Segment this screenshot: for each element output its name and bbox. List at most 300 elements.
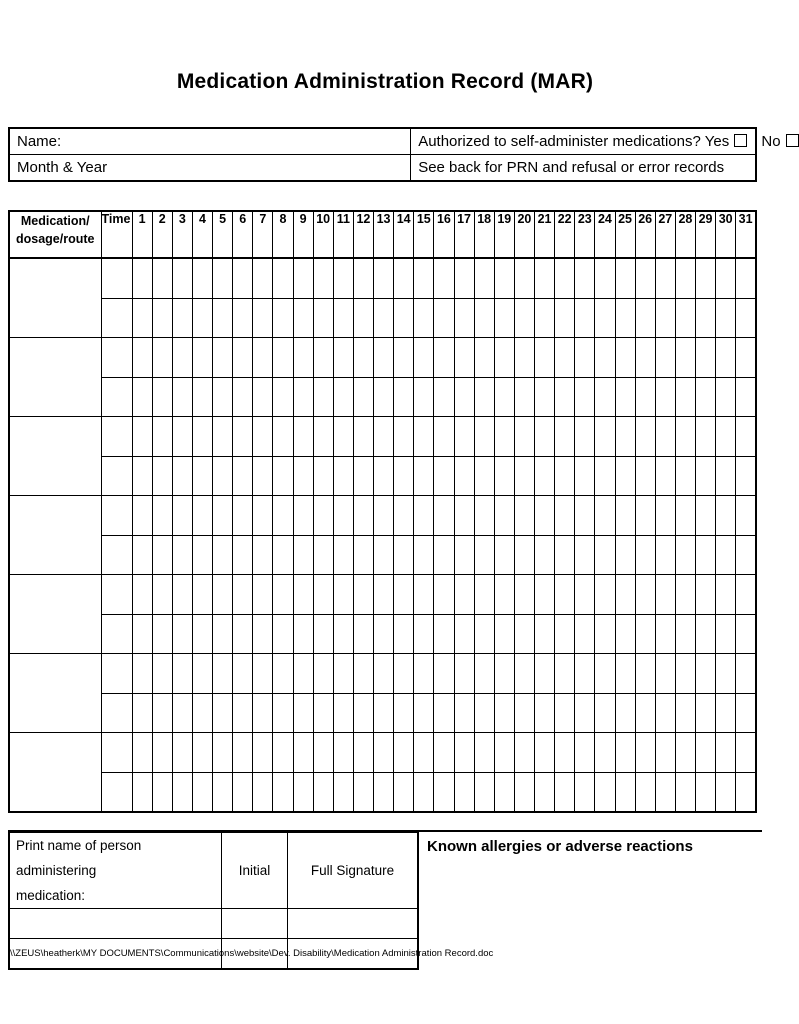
day-entry-cell[interactable] bbox=[172, 496, 192, 536]
day-entry-cell[interactable] bbox=[414, 377, 434, 417]
day-entry-cell[interactable] bbox=[454, 614, 474, 654]
day-entry-cell[interactable] bbox=[474, 772, 494, 812]
day-entry-cell[interactable] bbox=[213, 298, 233, 338]
full-signature-entry-cell[interactable] bbox=[288, 909, 419, 939]
day-entry-cell[interactable] bbox=[555, 693, 575, 733]
day-entry-cell[interactable] bbox=[696, 654, 716, 694]
time-entry-cell[interactable] bbox=[101, 575, 132, 615]
day-entry-cell[interactable] bbox=[394, 496, 414, 536]
day-entry-cell[interactable] bbox=[535, 535, 555, 575]
day-entry-cell[interactable] bbox=[374, 535, 394, 575]
day-entry-cell[interactable] bbox=[293, 417, 313, 457]
day-entry-cell[interactable] bbox=[394, 733, 414, 773]
day-entry-cell[interactable] bbox=[213, 693, 233, 733]
day-entry-cell[interactable] bbox=[333, 417, 353, 457]
day-entry-cell[interactable] bbox=[595, 417, 615, 457]
day-entry-cell[interactable] bbox=[514, 377, 534, 417]
day-entry-cell[interactable] bbox=[595, 496, 615, 536]
day-entry-cell[interactable] bbox=[172, 693, 192, 733]
time-entry-cell[interactable] bbox=[101, 614, 132, 654]
day-entry-cell[interactable] bbox=[333, 614, 353, 654]
day-entry-cell[interactable] bbox=[333, 338, 353, 378]
day-entry-cell[interactable] bbox=[374, 496, 394, 536]
day-entry-cell[interactable] bbox=[132, 377, 152, 417]
day-entry-cell[interactable] bbox=[253, 772, 273, 812]
day-entry-cell[interactable] bbox=[575, 496, 595, 536]
day-entry-cell[interactable] bbox=[736, 535, 756, 575]
day-entry-cell[interactable] bbox=[434, 377, 454, 417]
day-entry-cell[interactable] bbox=[394, 693, 414, 733]
day-entry-cell[interactable] bbox=[293, 772, 313, 812]
day-entry-cell[interactable] bbox=[736, 654, 756, 694]
day-entry-cell[interactable] bbox=[514, 575, 534, 615]
day-entry-cell[interactable] bbox=[514, 772, 534, 812]
day-entry-cell[interactable] bbox=[555, 258, 575, 298]
day-entry-cell[interactable] bbox=[253, 654, 273, 694]
day-entry-cell[interactable] bbox=[454, 693, 474, 733]
day-entry-cell[interactable] bbox=[575, 654, 595, 694]
day-entry-cell[interactable] bbox=[655, 772, 675, 812]
day-entry-cell[interactable] bbox=[535, 456, 555, 496]
day-entry-cell[interactable] bbox=[535, 417, 555, 457]
day-entry-cell[interactable] bbox=[313, 772, 333, 812]
day-entry-cell[interactable] bbox=[514, 654, 534, 694]
day-entry-cell[interactable] bbox=[655, 298, 675, 338]
day-entry-cell[interactable] bbox=[353, 298, 373, 338]
day-entry-cell[interactable] bbox=[696, 496, 716, 536]
day-entry-cell[interactable] bbox=[333, 298, 353, 338]
day-entry-cell[interactable] bbox=[655, 654, 675, 694]
day-entry-cell[interactable] bbox=[716, 575, 736, 615]
day-entry-cell[interactable] bbox=[353, 535, 373, 575]
day-entry-cell[interactable] bbox=[474, 575, 494, 615]
day-entry-cell[interactable] bbox=[655, 496, 675, 536]
day-entry-cell[interactable] bbox=[213, 575, 233, 615]
day-entry-cell[interactable] bbox=[434, 258, 454, 298]
day-entry-cell[interactable] bbox=[635, 377, 655, 417]
day-entry-cell[interactable] bbox=[615, 614, 635, 654]
day-entry-cell[interactable] bbox=[675, 575, 695, 615]
day-entry-cell[interactable] bbox=[414, 733, 434, 773]
day-entry-cell[interactable] bbox=[172, 575, 192, 615]
day-entry-cell[interactable] bbox=[575, 258, 595, 298]
day-entry-cell[interactable] bbox=[595, 338, 615, 378]
day-entry-cell[interactable] bbox=[233, 654, 253, 694]
day-entry-cell[interactable] bbox=[333, 575, 353, 615]
day-entry-cell[interactable] bbox=[273, 377, 293, 417]
day-entry-cell[interactable] bbox=[374, 575, 394, 615]
day-entry-cell[interactable] bbox=[494, 693, 514, 733]
day-entry-cell[interactable] bbox=[514, 258, 534, 298]
day-entry-cell[interactable] bbox=[595, 772, 615, 812]
day-entry-cell[interactable] bbox=[333, 456, 353, 496]
time-entry-cell[interactable] bbox=[101, 693, 132, 733]
day-entry-cell[interactable] bbox=[716, 417, 736, 457]
day-entry-cell[interactable] bbox=[313, 733, 333, 773]
day-entry-cell[interactable] bbox=[132, 575, 152, 615]
day-entry-cell[interactable] bbox=[514, 535, 534, 575]
day-entry-cell[interactable] bbox=[615, 575, 635, 615]
day-entry-cell[interactable] bbox=[353, 496, 373, 536]
print-name-entry-cell[interactable] bbox=[9, 909, 222, 939]
day-entry-cell[interactable] bbox=[394, 772, 414, 812]
day-entry-cell[interactable] bbox=[353, 772, 373, 812]
day-entry-cell[interactable] bbox=[273, 535, 293, 575]
day-entry-cell[interactable] bbox=[394, 417, 414, 457]
day-entry-cell[interactable] bbox=[273, 693, 293, 733]
day-entry-cell[interactable] bbox=[374, 772, 394, 812]
day-entry-cell[interactable] bbox=[555, 772, 575, 812]
day-entry-cell[interactable] bbox=[696, 772, 716, 812]
day-entry-cell[interactable] bbox=[394, 377, 414, 417]
day-entry-cell[interactable] bbox=[213, 377, 233, 417]
day-entry-cell[interactable] bbox=[253, 535, 273, 575]
day-entry-cell[interactable] bbox=[192, 693, 212, 733]
day-entry-cell[interactable] bbox=[454, 377, 474, 417]
day-entry-cell[interactable] bbox=[535, 614, 555, 654]
day-entry-cell[interactable] bbox=[575, 417, 595, 457]
day-entry-cell[interactable] bbox=[172, 654, 192, 694]
day-entry-cell[interactable] bbox=[273, 258, 293, 298]
day-entry-cell[interactable] bbox=[474, 654, 494, 694]
day-entry-cell[interactable] bbox=[716, 258, 736, 298]
day-entry-cell[interactable] bbox=[716, 377, 736, 417]
day-entry-cell[interactable] bbox=[514, 298, 534, 338]
day-entry-cell[interactable] bbox=[132, 456, 152, 496]
day-entry-cell[interactable] bbox=[333, 496, 353, 536]
day-entry-cell[interactable] bbox=[414, 456, 434, 496]
day-entry-cell[interactable] bbox=[172, 338, 192, 378]
day-entry-cell[interactable] bbox=[696, 693, 716, 733]
day-entry-cell[interactable] bbox=[454, 298, 474, 338]
day-entry-cell[interactable] bbox=[635, 298, 655, 338]
day-entry-cell[interactable] bbox=[514, 417, 534, 457]
day-entry-cell[interactable] bbox=[313, 417, 333, 457]
time-entry-cell[interactable] bbox=[101, 654, 132, 694]
day-entry-cell[interactable] bbox=[675, 654, 695, 694]
day-entry-cell[interactable] bbox=[696, 258, 716, 298]
day-entry-cell[interactable] bbox=[696, 614, 716, 654]
day-entry-cell[interactable] bbox=[132, 338, 152, 378]
day-entry-cell[interactable] bbox=[474, 496, 494, 536]
day-entry-cell[interactable] bbox=[233, 338, 253, 378]
day-entry-cell[interactable] bbox=[535, 654, 555, 694]
day-entry-cell[interactable] bbox=[555, 654, 575, 694]
day-entry-cell[interactable] bbox=[192, 496, 212, 536]
day-entry-cell[interactable] bbox=[152, 575, 172, 615]
day-entry-cell[interactable] bbox=[394, 338, 414, 378]
day-entry-cell[interactable] bbox=[192, 298, 212, 338]
day-entry-cell[interactable] bbox=[514, 456, 534, 496]
day-entry-cell[interactable] bbox=[635, 535, 655, 575]
day-entry-cell[interactable] bbox=[434, 496, 454, 536]
day-entry-cell[interactable] bbox=[233, 575, 253, 615]
day-entry-cell[interactable] bbox=[474, 614, 494, 654]
day-entry-cell[interactable] bbox=[595, 535, 615, 575]
medication-entry-cell[interactable] bbox=[9, 654, 101, 733]
day-entry-cell[interactable] bbox=[655, 456, 675, 496]
day-entry-cell[interactable] bbox=[213, 258, 233, 298]
time-entry-cell[interactable] bbox=[101, 298, 132, 338]
time-entry-cell[interactable] bbox=[101, 496, 132, 536]
day-entry-cell[interactable] bbox=[454, 772, 474, 812]
day-entry-cell[interactable] bbox=[575, 614, 595, 654]
day-entry-cell[interactable] bbox=[273, 417, 293, 457]
day-entry-cell[interactable] bbox=[374, 614, 394, 654]
day-entry-cell[interactable] bbox=[736, 456, 756, 496]
day-entry-cell[interactable] bbox=[575, 298, 595, 338]
day-entry-cell[interactable] bbox=[555, 614, 575, 654]
day-entry-cell[interactable] bbox=[152, 298, 172, 338]
day-entry-cell[interactable] bbox=[152, 496, 172, 536]
day-entry-cell[interactable] bbox=[233, 456, 253, 496]
day-entry-cell[interactable] bbox=[152, 654, 172, 694]
day-entry-cell[interactable] bbox=[213, 456, 233, 496]
day-entry-cell[interactable] bbox=[233, 614, 253, 654]
day-entry-cell[interactable] bbox=[716, 654, 736, 694]
day-entry-cell[interactable] bbox=[474, 535, 494, 575]
day-entry-cell[interactable] bbox=[595, 456, 615, 496]
day-entry-cell[interactable] bbox=[313, 535, 333, 575]
day-entry-cell[interactable] bbox=[615, 377, 635, 417]
day-entry-cell[interactable] bbox=[736, 733, 756, 773]
day-entry-cell[interactable] bbox=[374, 258, 394, 298]
day-entry-cell[interactable] bbox=[293, 654, 313, 694]
day-entry-cell[interactable] bbox=[233, 496, 253, 536]
day-entry-cell[interactable] bbox=[494, 575, 514, 615]
time-entry-cell[interactable] bbox=[101, 258, 132, 298]
name-field-cell[interactable] bbox=[9, 128, 411, 155]
day-entry-cell[interactable] bbox=[273, 298, 293, 338]
day-entry-cell[interactable] bbox=[233, 772, 253, 812]
day-entry-cell[interactable] bbox=[414, 298, 434, 338]
day-entry-cell[interactable] bbox=[132, 535, 152, 575]
day-entry-cell[interactable] bbox=[716, 456, 736, 496]
day-entry-cell[interactable] bbox=[615, 496, 635, 536]
day-entry-cell[interactable] bbox=[474, 693, 494, 733]
time-entry-cell[interactable] bbox=[101, 733, 132, 773]
day-entry-cell[interactable] bbox=[575, 575, 595, 615]
day-entry-cell[interactable] bbox=[615, 417, 635, 457]
day-entry-cell[interactable] bbox=[333, 733, 353, 773]
day-entry-cell[interactable] bbox=[514, 496, 534, 536]
day-entry-cell[interactable] bbox=[414, 417, 434, 457]
day-entry-cell[interactable] bbox=[474, 258, 494, 298]
day-entry-cell[interactable] bbox=[474, 417, 494, 457]
no-checkbox[interactable] bbox=[786, 134, 799, 147]
day-entry-cell[interactable] bbox=[575, 377, 595, 417]
day-entry-cell[interactable] bbox=[454, 654, 474, 694]
day-entry-cell[interactable] bbox=[675, 417, 695, 457]
day-entry-cell[interactable] bbox=[434, 654, 454, 694]
day-entry-cell[interactable] bbox=[575, 535, 595, 575]
day-entry-cell[interactable] bbox=[273, 338, 293, 378]
day-entry-cell[interactable] bbox=[394, 535, 414, 575]
day-entry-cell[interactable] bbox=[655, 733, 675, 773]
day-entry-cell[interactable] bbox=[434, 614, 454, 654]
day-entry-cell[interactable] bbox=[655, 614, 675, 654]
day-entry-cell[interactable] bbox=[152, 338, 172, 378]
initial-entry-cell[interactable] bbox=[222, 909, 288, 939]
day-entry-cell[interactable] bbox=[434, 338, 454, 378]
day-entry-cell[interactable] bbox=[374, 417, 394, 457]
day-entry-cell[interactable] bbox=[213, 535, 233, 575]
day-entry-cell[interactable] bbox=[253, 693, 273, 733]
day-entry-cell[interactable] bbox=[635, 496, 655, 536]
day-entry-cell[interactable] bbox=[454, 417, 474, 457]
day-entry-cell[interactable] bbox=[353, 733, 373, 773]
day-entry-cell[interactable] bbox=[535, 496, 555, 536]
day-entry-cell[interactable] bbox=[353, 614, 373, 654]
day-entry-cell[interactable] bbox=[514, 338, 534, 378]
day-entry-cell[interactable] bbox=[434, 772, 454, 812]
day-entry-cell[interactable] bbox=[374, 338, 394, 378]
day-entry-cell[interactable] bbox=[696, 338, 716, 378]
day-entry-cell[interactable] bbox=[494, 772, 514, 812]
day-entry-cell[interactable] bbox=[374, 298, 394, 338]
day-entry-cell[interactable] bbox=[535, 575, 555, 615]
day-entry-cell[interactable] bbox=[555, 338, 575, 378]
day-entry-cell[interactable] bbox=[192, 535, 212, 575]
day-entry-cell[interactable] bbox=[535, 733, 555, 773]
day-entry-cell[interactable] bbox=[615, 298, 635, 338]
day-entry-cell[interactable] bbox=[132, 417, 152, 457]
day-entry-cell[interactable] bbox=[172, 733, 192, 773]
medication-entry-cell[interactable] bbox=[9, 733, 101, 813]
day-entry-cell[interactable] bbox=[152, 258, 172, 298]
day-entry-cell[interactable] bbox=[696, 733, 716, 773]
day-entry-cell[interactable] bbox=[555, 496, 575, 536]
day-entry-cell[interactable] bbox=[615, 456, 635, 496]
medication-entry-cell[interactable] bbox=[9, 417, 101, 496]
day-entry-cell[interactable] bbox=[192, 417, 212, 457]
day-entry-cell[interactable] bbox=[414, 693, 434, 733]
medication-entry-cell[interactable] bbox=[9, 496, 101, 575]
day-entry-cell[interactable] bbox=[293, 496, 313, 536]
time-entry-cell[interactable] bbox=[101, 338, 132, 378]
medication-entry-cell[interactable] bbox=[9, 258, 101, 338]
day-entry-cell[interactable] bbox=[192, 575, 212, 615]
day-entry-cell[interactable] bbox=[192, 733, 212, 773]
day-entry-cell[interactable] bbox=[635, 456, 655, 496]
day-entry-cell[interactable] bbox=[635, 338, 655, 378]
day-entry-cell[interactable] bbox=[293, 377, 313, 417]
day-entry-cell[interactable] bbox=[535, 377, 555, 417]
day-entry-cell[interactable] bbox=[655, 693, 675, 733]
day-entry-cell[interactable] bbox=[454, 535, 474, 575]
day-entry-cell[interactable] bbox=[192, 772, 212, 812]
day-entry-cell[interactable] bbox=[434, 733, 454, 773]
day-entry-cell[interactable] bbox=[736, 575, 756, 615]
day-entry-cell[interactable] bbox=[474, 338, 494, 378]
day-entry-cell[interactable] bbox=[454, 733, 474, 773]
day-entry-cell[interactable] bbox=[595, 377, 615, 417]
day-entry-cell[interactable] bbox=[494, 496, 514, 536]
day-entry-cell[interactable] bbox=[696, 377, 716, 417]
day-entry-cell[interactable] bbox=[434, 575, 454, 615]
day-entry-cell[interactable] bbox=[152, 693, 172, 733]
day-entry-cell[interactable] bbox=[675, 535, 695, 575]
day-entry-cell[interactable] bbox=[514, 733, 534, 773]
day-entry-cell[interactable] bbox=[736, 693, 756, 733]
time-entry-cell[interactable] bbox=[101, 535, 132, 575]
day-entry-cell[interactable] bbox=[615, 535, 635, 575]
day-entry-cell[interactable] bbox=[414, 772, 434, 812]
day-entry-cell[interactable] bbox=[353, 654, 373, 694]
yes-checkbox[interactable] bbox=[734, 134, 747, 147]
day-entry-cell[interactable] bbox=[172, 535, 192, 575]
day-entry-cell[interactable] bbox=[152, 377, 172, 417]
day-entry-cell[interactable] bbox=[192, 338, 212, 378]
day-entry-cell[interactable] bbox=[716, 733, 736, 773]
day-entry-cell[interactable] bbox=[172, 614, 192, 654]
day-entry-cell[interactable] bbox=[414, 338, 434, 378]
day-entry-cell[interactable] bbox=[353, 377, 373, 417]
day-entry-cell[interactable] bbox=[152, 733, 172, 773]
day-entry-cell[interactable] bbox=[675, 338, 695, 378]
day-entry-cell[interactable] bbox=[293, 258, 313, 298]
day-entry-cell[interactable] bbox=[514, 614, 534, 654]
day-entry-cell[interactable] bbox=[192, 654, 212, 694]
day-entry-cell[interactable] bbox=[716, 298, 736, 338]
day-entry-cell[interactable] bbox=[353, 456, 373, 496]
day-entry-cell[interactable] bbox=[494, 733, 514, 773]
day-entry-cell[interactable] bbox=[454, 575, 474, 615]
day-entry-cell[interactable] bbox=[192, 614, 212, 654]
day-entry-cell[interactable] bbox=[253, 417, 273, 457]
medication-entry-cell[interactable] bbox=[9, 338, 101, 417]
day-entry-cell[interactable] bbox=[353, 417, 373, 457]
day-entry-cell[interactable] bbox=[494, 654, 514, 694]
day-entry-cell[interactable] bbox=[716, 614, 736, 654]
day-entry-cell[interactable] bbox=[454, 258, 474, 298]
day-entry-cell[interactable] bbox=[152, 772, 172, 812]
day-entry-cell[interactable] bbox=[192, 377, 212, 417]
day-entry-cell[interactable] bbox=[434, 417, 454, 457]
day-entry-cell[interactable] bbox=[535, 298, 555, 338]
day-entry-cell[interactable] bbox=[313, 338, 333, 378]
day-entry-cell[interactable] bbox=[253, 575, 273, 615]
day-entry-cell[interactable] bbox=[494, 377, 514, 417]
day-entry-cell[interactable] bbox=[675, 298, 695, 338]
day-entry-cell[interactable] bbox=[313, 654, 333, 694]
day-entry-cell[interactable] bbox=[535, 258, 555, 298]
time-entry-cell[interactable] bbox=[101, 456, 132, 496]
day-entry-cell[interactable] bbox=[374, 733, 394, 773]
day-entry-cell[interactable] bbox=[313, 456, 333, 496]
day-entry-cell[interactable] bbox=[635, 417, 655, 457]
day-entry-cell[interactable] bbox=[273, 654, 293, 694]
day-entry-cell[interactable] bbox=[313, 298, 333, 338]
day-entry-cell[interactable] bbox=[675, 772, 695, 812]
day-entry-cell[interactable] bbox=[132, 772, 152, 812]
day-entry-cell[interactable] bbox=[675, 258, 695, 298]
day-entry-cell[interactable] bbox=[494, 535, 514, 575]
time-entry-cell[interactable] bbox=[101, 417, 132, 457]
day-entry-cell[interactable] bbox=[595, 693, 615, 733]
day-entry-cell[interactable] bbox=[675, 693, 695, 733]
day-entry-cell[interactable] bbox=[253, 733, 273, 773]
day-entry-cell[interactable] bbox=[253, 496, 273, 536]
day-entry-cell[interactable] bbox=[253, 258, 273, 298]
day-entry-cell[interactable] bbox=[716, 772, 736, 812]
day-entry-cell[interactable] bbox=[655, 338, 675, 378]
day-entry-cell[interactable] bbox=[172, 298, 192, 338]
day-entry-cell[interactable] bbox=[132, 693, 152, 733]
day-entry-cell[interactable] bbox=[716, 338, 736, 378]
day-entry-cell[interactable] bbox=[434, 456, 454, 496]
day-entry-cell[interactable] bbox=[675, 456, 695, 496]
